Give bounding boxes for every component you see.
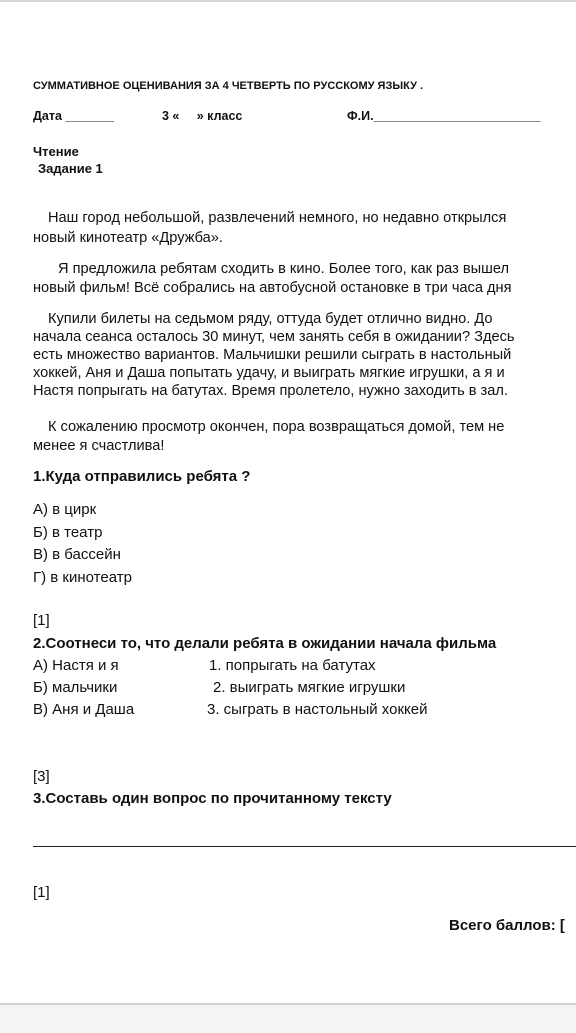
bottom-strip xyxy=(0,1005,576,1033)
text-p2-line1: Я предложила ребятам сходить в кино. Более того, как раз вышел xyxy=(58,261,509,277)
text-p3-line5: Настя попрыгать на батутах. Время пролетело, нужно заходить в зал. xyxy=(33,383,508,399)
document-title: СУММАТИВНОЕ ОЦЕНИВАНИЯ ЗА 4 ЧЕТВЕРТЬ ПО РУССКОМУ ЯЗЫКУ . xyxy=(33,80,424,92)
q1-option-d: Г) в кинотеатр xyxy=(33,569,132,586)
q1-option-c: В) в бассейн xyxy=(33,546,121,563)
question-2: 2.Соотнеси то, что делали ребята в ожидании начала фильма xyxy=(33,635,497,652)
q2-right-3: 3. сыграть в настольный хоккей xyxy=(207,701,428,718)
text-p4-line2: менее я счастлива! xyxy=(33,438,165,454)
question-3: 3.Составь один вопрос по прочитанному тексту xyxy=(33,790,392,807)
text-p1-line2: новый кинотеатр «Дружба». xyxy=(33,230,223,246)
text-p3-line3: есть множество вариантов. Мальчишки решили сыграть в настольный xyxy=(33,347,512,363)
q1-option-b: Б) в театр xyxy=(33,524,103,541)
top-border xyxy=(0,0,576,2)
question-1: 1.Куда отправились ребята ? xyxy=(33,468,251,485)
text-p1-line1: Наш город небольшой, развлечений немного, но недавно открылся xyxy=(48,210,507,226)
q2-score: [3] xyxy=(33,768,50,785)
date-field: Дата _______ xyxy=(33,109,115,123)
text-p2-line2: новый фильм! Всё собрались на автобусной остановке в три часа дня xyxy=(33,280,512,296)
text-p4-line1: К сожалению просмотр окончен, пора возвращаться домой, тем не xyxy=(48,419,505,435)
q1-option-a: А) в цирк xyxy=(33,501,97,518)
q2-right-1: 1. попрыгать на батутах xyxy=(209,657,376,674)
answer-line xyxy=(33,846,576,847)
text-p3-line2: начала сеанса осталось 30 минут, чем занять себя в ожидании? Здесь xyxy=(33,329,515,345)
q2-left-b: Б) мальчики xyxy=(33,679,118,696)
name-field: Ф.И.________________________ xyxy=(347,109,541,123)
q2-left-a: А) Настя и я xyxy=(33,657,119,674)
text-p3-line1: Купили билеты на седьмом ряду, оттуда будет отлично видно. До xyxy=(48,311,493,327)
q3-score: [1] xyxy=(33,884,50,901)
text-p3-line4: хоккей, Аня и Даша попытать удачу, и выиграть мягкие игрушки, а я и xyxy=(33,365,505,381)
section-reading: Чтение xyxy=(33,144,79,159)
q1-score: [1] xyxy=(33,612,50,629)
task-title: Задание 1 xyxy=(38,161,103,176)
q2-left-c: В) Аня и Даша xyxy=(33,701,135,718)
q2-right-2: 2. выиграть мягкие игрушки xyxy=(213,679,406,696)
class-field: 3 « » класс xyxy=(162,109,243,123)
total-score: Всего баллов: [ xyxy=(449,917,565,934)
